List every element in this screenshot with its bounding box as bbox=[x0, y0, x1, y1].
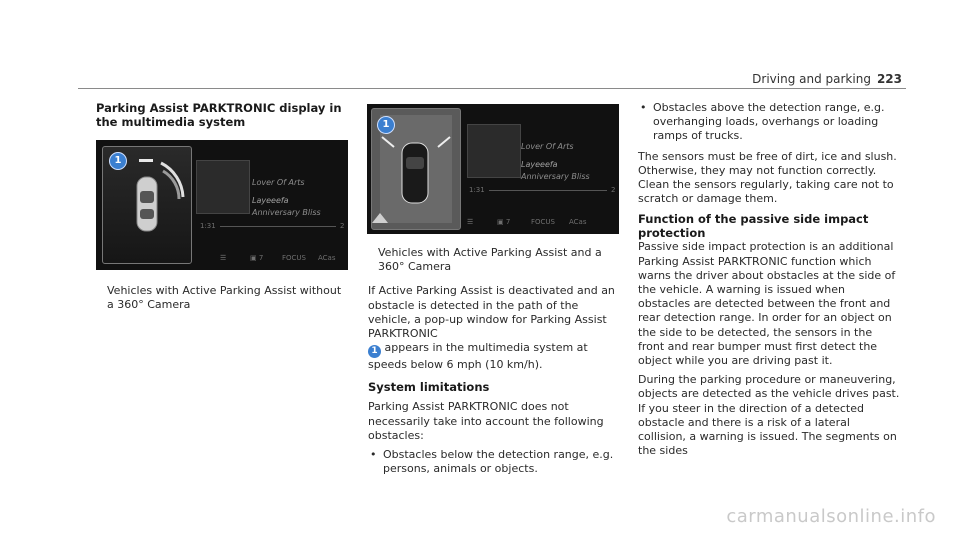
limitations-list-continued bbox=[638, 101, 900, 144]
album-name: Anniversary Bliss bbox=[252, 208, 321, 217]
song-title: Lover Of Arts bbox=[252, 178, 305, 187]
callout-1-marker-camera: 1 bbox=[377, 116, 395, 134]
status-item-channel-camera: ▣ 7 bbox=[497, 218, 511, 226]
status-item-channel: ▣ 7 bbox=[250, 254, 264, 262]
track-time-end-camera: 2 bbox=[611, 186, 616, 194]
track-time-camera: 1:31 bbox=[469, 186, 485, 194]
caption-without-camera: Vehicles with Active Parking Assist without a 360° Camera bbox=[107, 284, 342, 312]
display-heading: Parking Assist PARKTRONIC display in the multimedia system bbox=[96, 101, 342, 129]
maneuvering-paragraph: During the parking procedure or maneuvering, objects are detected as the vehicle drives past. If you steer in the direction of a detected obstacle and there is a risk of a lateral collision, a warning is issued. The segments on the sides bbox=[638, 373, 900, 458]
screen-without-camera bbox=[96, 140, 348, 270]
header-rule bbox=[78, 88, 906, 89]
deactivated-text-a: If Active Parking Assist is deactivated and an obstacle is detected in the path of the vehicle, a pop-up window for Parking Assist PARKTRONIC bbox=[368, 284, 615, 341]
list-item: • Obstacles below the detection range, e.g. persons, animals or objects. bbox=[370, 448, 614, 476]
sensor-paragraph: The sensors must be free of dirt, ice and slush. Otherwise, they may not function correctly. Clean the sensors regularly, taking care not to scratch or damage them. bbox=[638, 149, 897, 206]
side-impact-paragraph: Passive side impact protection is an additional Parking Assist PARKTRONIC function which warns the driver about obstacles at the side of the vehicle. A warning is issued when obstacles are detected between the front and rear detection range. In order for an object on the side to be detected, the sensors in the front and rear bumper must first detect the object while you are driving past it. bbox=[638, 240, 896, 368]
limitations-list bbox=[368, 448, 620, 476]
screen-with-camera bbox=[367, 104, 619, 234]
caption-with-camera: Vehicles with Active Parking Assist and a 360° Camera bbox=[378, 246, 602, 274]
page-number: 223 bbox=[876, 72, 902, 86]
status-item-acas: ACas bbox=[318, 254, 336, 262]
track-time-end: 2 bbox=[340, 222, 345, 230]
progress-bar-camera bbox=[489, 190, 607, 191]
limitations-paragraph: Parking Assist PARKTRONIC does not necessarily take into account the following obstacles: bbox=[368, 400, 604, 442]
callout-1-inline: 1 bbox=[368, 345, 381, 358]
progress-bar bbox=[220, 226, 336, 227]
running-header bbox=[752, 72, 902, 86]
callout-1-marker: 1 bbox=[109, 152, 127, 170]
track-time: 1:31 bbox=[200, 222, 216, 230]
list-item: • Obstacles above the detection range, e.g. overhanging loads, overhangs or loading ramps of trucks. bbox=[640, 101, 885, 143]
album-art-camera bbox=[467, 124, 521, 178]
deactivated-text-b: appears in the multimedia system at speeds below 6 mph (10 km/h). bbox=[368, 341, 588, 372]
side-impact-heading: Function of the passive side impact protection bbox=[638, 212, 869, 241]
column-1 bbox=[96, 101, 346, 131]
system-limitations-heading: System limitations bbox=[368, 380, 490, 395]
status-item-menu-camera: ☰ bbox=[467, 218, 474, 226]
status-item-focus-camera: FOCUS bbox=[531, 218, 555, 226]
column-3 bbox=[638, 101, 900, 463]
artist-name-camera: Layeeefa bbox=[521, 160, 558, 169]
watermark: carmanualsonline.info bbox=[726, 506, 936, 527]
status-item-acas-camera: ACas bbox=[569, 218, 587, 226]
deactivated-paragraph bbox=[368, 284, 620, 372]
status-item-focus: FOCUS bbox=[282, 254, 306, 262]
album-name-camera: Anniversary Bliss bbox=[521, 172, 590, 181]
column-2 bbox=[368, 246, 620, 482]
status-item-menu: ☰ bbox=[220, 254, 227, 262]
song-title-camera: Lover Of Arts bbox=[521, 142, 574, 151]
artist-name: Layeeefa bbox=[252, 196, 289, 205]
album-art bbox=[196, 160, 250, 214]
section-title: Driving and parking bbox=[752, 72, 871, 86]
